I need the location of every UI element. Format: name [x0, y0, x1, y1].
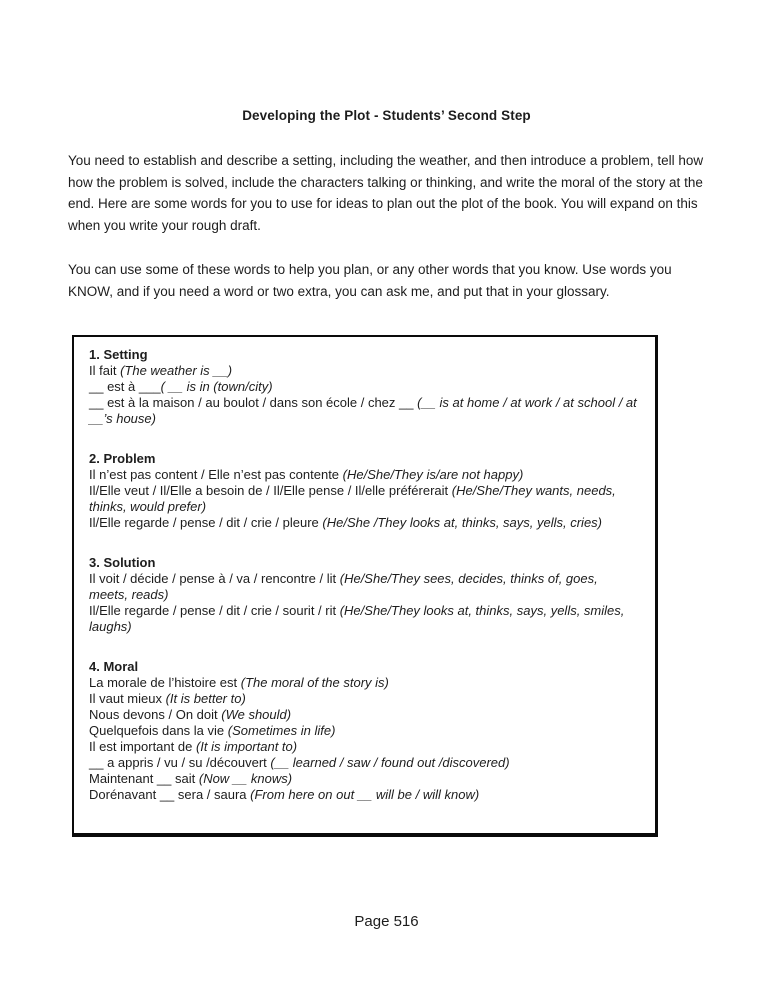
section-solution-heading: 3. Solution	[89, 555, 156, 570]
section-moral-heading: 4. Moral	[89, 659, 139, 674]
document-content	[68, 150, 712, 837]
phrase-french: Il vaut mieux	[89, 691, 166, 706]
phrase-line	[89, 771, 639, 787]
phrase-translation: (We should)	[221, 707, 292, 722]
plot-words-box	[72, 335, 658, 837]
phrase-french: __ est à la maison / au boulot / dans son école / chez __	[89, 395, 418, 410]
phrase-translation: (He/She /They looks at, thinks, says, yells, cries)	[322, 515, 603, 530]
section-problem	[89, 451, 639, 531]
phrase-french: Il/Elle regarde / pense / dit / crie / sourit / rit	[89, 603, 340, 618]
phrase-line	[89, 603, 639, 635]
phrase-translation: (The weather is __)	[120, 363, 233, 378]
intro-paragraph-1: You need to establish and describe a setting, including the weather, and then introduce a problem, tell how how the problem is solved, include the characters talking or thinking, and write the moral of the story at the end. Here are some words for you to use for ideas to plan out the plot of the book. You will expand on this when you write your rough draft.	[68, 153, 704, 233]
phrase-french: Il fait	[89, 363, 121, 378]
phrase-line	[89, 571, 639, 603]
phrase-french: Dorénavant __ sera / saura	[89, 787, 251, 802]
phrase-translation: (__ learned / saw / found out /discovered)	[270, 755, 510, 770]
phrase-line	[89, 675, 639, 691]
phrase-line	[89, 739, 639, 755]
phrase-translation: (Sometimes in life)	[227, 723, 336, 738]
phrase-translation: (It is better to)	[165, 691, 246, 706]
phrase-translation: (He/She/They wants, needs, thinks, would prefer)	[89, 483, 616, 514]
phrase-line	[89, 515, 639, 531]
phrase-translation: (He/She/They is/are not happy)	[342, 467, 524, 482]
phrase-french: Il n’est pas content / Elle n’est pas contente	[89, 467, 343, 482]
phrase-french: __ a appris / vu / su /découvert	[89, 755, 271, 770]
phrase-line	[89, 707, 639, 723]
phrase-translation: (From here on out __ will be / will know)	[250, 787, 480, 802]
phrase-translation: ( __ is in (town/city)	[160, 379, 273, 394]
phrase-french: La morale de l’histoire est	[89, 675, 241, 690]
phrase-line	[89, 363, 639, 379]
phrase-french: Quelquefois dans la vie	[89, 723, 228, 738]
phrase-line	[89, 483, 639, 515]
phrase-french: Il/Elle veut / Il/Elle a besoin de / Il/Elle pense / Il/elle préférerait	[89, 483, 452, 498]
page-title: Developing the Plot - Students’ Second Step	[242, 108, 531, 123]
phrase-french: Maintenant __ sait	[89, 771, 199, 786]
phrase-line	[89, 395, 639, 427]
section-setting-heading: 1. Setting	[89, 347, 148, 362]
intro-paragraph-2: You can use some of these words to help you plan, or any other words that you know. Use words you KNOW, and if you need a word or two extra, you can ask me, and put that in your glossary.	[68, 262, 672, 299]
phrase-line	[89, 723, 639, 739]
section-setting	[89, 347, 639, 427]
phrase-line	[89, 691, 639, 707]
phrase-translation: (He/She/They sees, decides, thinks of, goes, meets, reads)	[89, 571, 598, 602]
phrase-french: __ est à ___	[89, 379, 161, 394]
page-number: Page 516	[354, 913, 419, 930]
phrase-translation: (It is important to)	[195, 739, 298, 754]
phrase-french: Il/Elle regarde / pense / dit / crie / pleure	[89, 515, 323, 530]
phrase-french: Il voit / décide / pense à / va / rencontre / lit	[89, 571, 340, 586]
phrase-translation: (The moral of the story is)	[240, 675, 389, 690]
phrase-french: Nous devons / On doit	[89, 707, 222, 722]
phrase-line	[89, 787, 639, 803]
section-solution	[89, 555, 639, 635]
phrase-translation: (He/She/They looks at, thinks, says, yells, smiles, laughs)	[89, 603, 625, 634]
phrase-french: Il est important de	[89, 739, 196, 754]
phrase-translation: (Now __ knows)	[198, 771, 293, 786]
phrase-translation: (__ is at home / at work / at school / at __’s house)	[89, 395, 637, 426]
phrase-line	[89, 755, 639, 771]
phrase-line	[89, 379, 639, 395]
section-moral	[89, 659, 639, 803]
section-problem-heading: 2. Problem	[89, 451, 156, 466]
phrase-line	[89, 467, 639, 483]
